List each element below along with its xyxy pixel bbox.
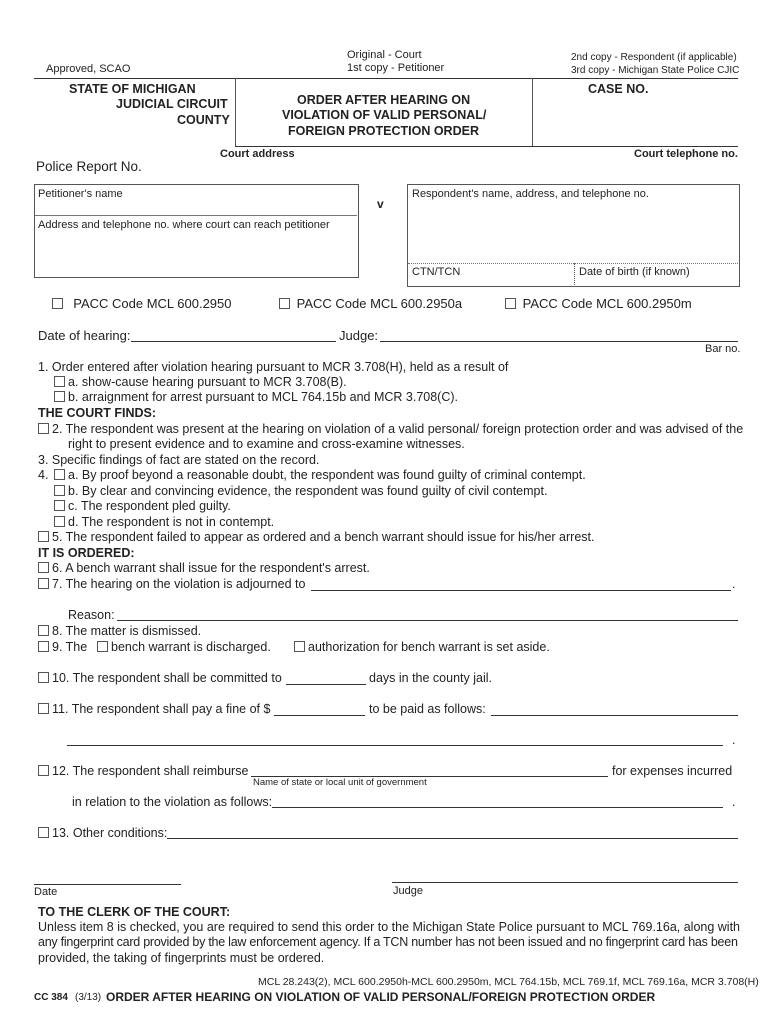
reason-field[interactable] — [117, 620, 738, 621]
item-13-checkbox[interactable] — [38, 827, 49, 838]
petitioner-divider — [35, 215, 357, 216]
item-11-mid: to be paid as follows: — [369, 702, 486, 716]
item-7[interactable] — [38, 577, 305, 591]
date-signature-line[interactable] — [34, 884, 181, 885]
item-6-checkbox[interactable] — [38, 562, 49, 573]
copy-third: 3rd copy - Michigan State Police CJIC — [571, 65, 740, 76]
item-9-checkbox[interactable] — [38, 641, 49, 652]
item-9b[interactable] — [294, 640, 550, 654]
item-10[interactable] — [38, 671, 282, 685]
form-footer-title: ORDER AFTER HEARING ON VIOLATION OF VALID PERSONAL/FOREIGN PROTECTION ORDER — [106, 990, 656, 1004]
pacc-option-2[interactable] — [279, 296, 462, 311]
item-2[interactable] — [38, 422, 743, 436]
state-label: STATE OF MICHIGAN — [69, 82, 196, 96]
item-1b[interactable] — [54, 390, 458, 404]
item-9b-text: authorization for bench warrant is set aside. — [308, 640, 550, 654]
petitioner-name-label: Petitioner's name — [38, 188, 123, 200]
item-1: 1. Order entered after violation hearing pursuant to MCR 3.708(H), held as a result of — [38, 360, 509, 374]
item-1a-checkbox[interactable] — [54, 376, 65, 387]
item-9-text: 9. The — [52, 640, 88, 654]
item-4d-text: d. The respondent is not in contempt. — [68, 515, 275, 529]
item-2-checkbox[interactable] — [38, 423, 49, 434]
item-12-cont: in relation to the violation as follows: — [72, 795, 273, 809]
copy-original: Original - Court — [347, 49, 422, 61]
item-9b-checkbox[interactable] — [294, 641, 305, 652]
clerk-text-3: provided, the taking of fingerprints must be ordered. — [38, 951, 325, 965]
case-no-label: CASE NO. — [588, 82, 649, 96]
item-4c-text: c. The respondent pled guilty. — [68, 499, 231, 513]
item-6[interactable] — [38, 561, 370, 575]
jail-days-field[interactable] — [286, 684, 366, 685]
form-code: CC 384 — [34, 992, 68, 1003]
pacc-checkbox-3[interactable] — [505, 298, 516, 309]
is-ordered-heading: IT IS ORDERED: — [38, 546, 135, 560]
form-title-line2: VIOLATION OF VALID PERSONAL/ — [282, 108, 487, 122]
court-label: JUDICIAL CIRCUIT — [116, 97, 228, 111]
date-label: Date — [34, 886, 58, 898]
form-date: (3/13) — [75, 992, 102, 1003]
bar-no-label: Bar no. — [705, 343, 741, 355]
item-9a-checkbox[interactable] — [97, 641, 108, 652]
item-8-checkbox[interactable] — [38, 625, 49, 636]
item-4c[interactable] — [54, 499, 231, 513]
clerk-text-2: any fingerprint card provided by the law enforcement agency. If a TCN number has not been issued and no fingerprint card has been — [38, 935, 738, 949]
item-4d-checkbox[interactable] — [54, 516, 65, 527]
item-1b-text: b. arraignment for arrest pursuant to MCL 764.15b and MCR 3.708(C). — [68, 390, 459, 404]
copy-second: 2nd copy - Respondent (if applicable) — [571, 52, 737, 63]
form-title-line3: FOREIGN PROTECTION ORDER — [288, 124, 479, 138]
pacc-label-2: PACC Code MCL 600.2950a — [296, 296, 463, 311]
court-finds-heading: THE COURT FINDS: — [38, 406, 157, 420]
item-4b-checkbox[interactable] — [54, 485, 65, 496]
date-of-hearing-label: Date of hearing: — [38, 328, 131, 343]
item-9a[interactable] — [97, 640, 271, 654]
judge-field[interactable] — [380, 341, 738, 342]
item-4a-text: a. By proof beyond a reasonable doubt, the respondent was found guilty of criminal contempt. — [68, 468, 586, 482]
pacc-checkbox-1[interactable] — [52, 298, 63, 309]
item-6-text: 6. A bench warrant shall issue for the respondent's arrest. — [52, 561, 370, 575]
item-8-text: 8. The matter is dismissed. — [52, 624, 202, 638]
form-title-line1: ORDER AFTER HEARING ON — [297, 93, 471, 107]
item-11[interactable] — [38, 702, 270, 716]
pacc-label-3: PACC Code MCL 600.2950m — [522, 296, 692, 311]
item-2-cont: right to present evidence and to examine and cross-examine witnesses. — [68, 437, 465, 451]
respondent-info-label: Respondent's name, address, and telephone no. — [412, 188, 649, 200]
ctn-dob-divider — [574, 263, 575, 285]
item-4-label: 4. — [38, 468, 49, 482]
header-bottom-rule — [235, 146, 738, 147]
item-12-sublabel: Name of state or local unit of government — [253, 777, 427, 788]
approved-label: Approved, SCAO — [46, 63, 131, 75]
versus-label: v — [377, 197, 384, 211]
item-7-text: 7. The hearing on the violation is adjourned to — [52, 577, 306, 591]
item-7-period: . — [732, 577, 736, 591]
item-4a-checkbox[interactable] — [54, 469, 65, 480]
judge-signature-line[interactable] — [392, 882, 738, 883]
ctn-label: CTN/TCN — [412, 266, 461, 278]
dob-label: Date of birth (if known) — [579, 266, 690, 278]
pacc-option-1[interactable] — [52, 296, 232, 311]
item-9[interactable] — [38, 640, 87, 654]
item-5-checkbox[interactable] — [38, 531, 49, 542]
header-divider-1 — [235, 78, 236, 147]
pacc-option-3[interactable] — [505, 296, 692, 311]
item-11-text: 11. The respondent shall pay a fine of $ — [52, 702, 271, 716]
item-12-checkbox[interactable] — [38, 765, 49, 776]
date-of-hearing-field[interactable] — [131, 341, 336, 342]
item-4b-text: b. By clear and convincing evidence, the respondent was found guilty of civil contempt. — [68, 484, 548, 498]
police-report-label: Police Report No. — [36, 159, 142, 174]
county-label: COUNTY — [177, 113, 230, 127]
payment-terms-field[interactable] — [491, 715, 738, 716]
item-10-checkbox[interactable] — [38, 672, 49, 683]
item-1a-text: a. show-cause hearing pursuant to MCR 3.708(B). — [68, 375, 347, 389]
item-4b[interactable] — [54, 484, 547, 498]
item-2-text: 2. The respondent was present at the hearing on violation of a valid personal/ foreign protection order and was advised of the — [52, 422, 744, 436]
item-12-text: 12. The respondent shall reimburse — [52, 764, 249, 778]
item-3: 3. Specific findings of fact are stated on the record. — [38, 453, 320, 467]
item-10-suffix: days in the county jail. — [369, 671, 492, 685]
item-1a[interactable] — [54, 375, 347, 389]
fine-amount-field[interactable] — [274, 715, 365, 716]
adjourn-date-field[interactable] — [311, 590, 731, 591]
header-divider-2 — [532, 78, 533, 147]
item-12-suffix: for expenses incurred — [612, 764, 733, 778]
pacc-checkbox-2[interactable] — [279, 298, 290, 309]
judge-label: Judge: — [339, 328, 379, 343]
respondent-divider — [408, 263, 738, 264]
court-address-label: Court address — [220, 148, 295, 160]
item-11-period: . — [732, 733, 736, 747]
copy-first: 1st copy - Petitioner — [347, 62, 445, 74]
item-12[interactable] — [38, 764, 248, 778]
header-top-rule — [34, 78, 738, 79]
item-4a[interactable] — [54, 468, 586, 482]
reason-label: Reason: — [68, 608, 115, 622]
payment-terms-field-2[interactable] — [67, 745, 723, 746]
item-4d[interactable] — [54, 515, 274, 529]
item-12-period: . — [732, 795, 736, 809]
item-13-text: 13. Other conditions: — [52, 826, 168, 840]
item-7-checkbox[interactable] — [38, 578, 49, 589]
other-conditions-field[interactable] — [167, 838, 738, 839]
item-5[interactable] — [38, 530, 594, 544]
violation-expenses-field[interactable] — [272, 807, 723, 808]
item-8[interactable] — [38, 624, 201, 638]
pacc-label-1: PACC Code MCL 600.2950 — [73, 296, 232, 311]
mcl-citations: MCL 28.243(2), MCL 600.2950h-MCL 600.2950m, MCL 764.15b, MCL 769.1f, MCL 769.16a, MCR 3.708(H) — [258, 976, 759, 988]
item-5-text: 5. The respondent failed to appear as ordered and a bench warrant should issue for his/her arrest. — [52, 530, 595, 544]
item-11-checkbox[interactable] — [38, 703, 49, 714]
judge-signature-label: Judge — [393, 885, 423, 897]
petitioner-address-label: Address and telephone no. where court can reach petitioner — [38, 219, 330, 231]
item-9a-text: bench warrant is discharged. — [111, 640, 271, 654]
clerk-text-1: Unless item 8 is checked, you are required to send this order to the Michigan State Police pursuant to MCL 769.16a, along with — [38, 920, 741, 934]
clerk-heading: TO THE CLERK OF THE COURT: — [38, 905, 231, 919]
item-13[interactable] — [38, 826, 167, 840]
court-phone-label: Court telephone no. — [634, 148, 738, 160]
item-1b-checkbox[interactable] — [54, 391, 65, 402]
item-10-text: 10. The respondent shall be committed to — [52, 671, 282, 685]
item-4c-checkbox[interactable] — [54, 500, 65, 511]
